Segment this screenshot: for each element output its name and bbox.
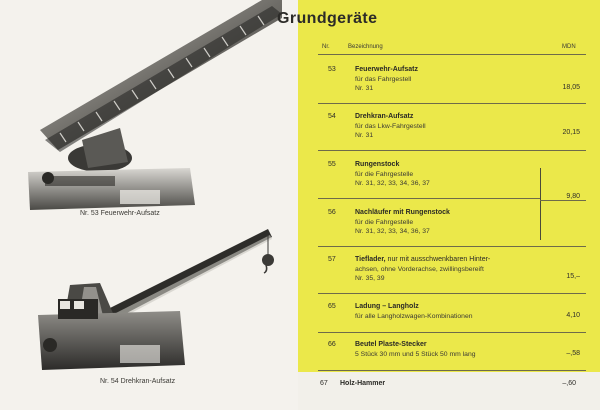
divider bbox=[318, 54, 586, 55]
item-line: Nr. 31, 32, 33, 34, 36, 37 bbox=[355, 180, 430, 187]
bottom-strip bbox=[298, 372, 600, 410]
item-nr: 54 bbox=[328, 113, 336, 120]
item-name: Ladung – Langholz bbox=[355, 303, 419, 310]
item-line: für alle Langholzwagen-Kombinationen bbox=[355, 313, 473, 320]
item-nr: 56 bbox=[328, 209, 336, 216]
crane-hook bbox=[262, 254, 274, 266]
item-nr: 65 bbox=[328, 303, 336, 310]
item-nr: 57 bbox=[328, 256, 336, 263]
header-mdn: MDN bbox=[562, 44, 576, 50]
item-price: 18,05 bbox=[562, 84, 580, 91]
photo-feuerwehr-aufsatz bbox=[0, 0, 298, 215]
item-line: achsen, ohne Vorderachse, zwillingsbereift bbox=[355, 266, 484, 273]
item-price: 20,15 bbox=[562, 129, 580, 136]
divider bbox=[318, 246, 586, 247]
item-line: für die Fahrgestelle bbox=[355, 171, 414, 178]
item-nr: 55 bbox=[328, 161, 336, 168]
base-block-1 bbox=[28, 168, 195, 210]
divider bbox=[318, 103, 586, 104]
yellow-panel bbox=[298, 0, 600, 410]
item-line: Nr. 31, 32, 33, 34, 36, 37 bbox=[355, 228, 430, 235]
page-title: Grundgeräte bbox=[277, 10, 378, 27]
item-price: 4,10 bbox=[566, 312, 580, 319]
price-bracket bbox=[540, 168, 541, 240]
divider bbox=[318, 198, 540, 199]
caption-photo-2: Nr. 54 Drehkran-Aufsatz bbox=[100, 378, 176, 385]
item-nr: 66 bbox=[328, 341, 336, 348]
photo-drehkran-aufsatz bbox=[0, 215, 298, 380]
header-bezeichnung: Bezeichnung bbox=[348, 44, 383, 50]
base-block-2 bbox=[38, 311, 185, 370]
item-line: Nr. 31 bbox=[355, 85, 374, 92]
item-name: Rungenstock bbox=[355, 161, 400, 168]
item-line: 5 Stück 30 mm und 5 Stück 50 mm lang bbox=[355, 351, 476, 358]
item-line: Nr. 35, 39 bbox=[355, 275, 385, 282]
item-57-title bbox=[355, 256, 490, 263]
caption-photo-1: Nr. 53 Feuerwehr-Aufsatz bbox=[80, 210, 160, 217]
divider bbox=[540, 200, 586, 201]
item-price-shared: 9,80 bbox=[566, 193, 580, 200]
item-name: Holz-Hammer bbox=[340, 380, 386, 387]
item-line: für die Fahrgestelle bbox=[355, 219, 414, 226]
item-name: Nachläufer mit Rungenstock bbox=[355, 209, 450, 216]
item-nr: 67 bbox=[320, 380, 328, 387]
item-line: Nr. 31 bbox=[355, 132, 374, 139]
item-price: –,60 bbox=[562, 380, 576, 387]
item-name-rest: nur mit ausschwenkbaren Hinter- bbox=[385, 256, 491, 263]
item-line: für das Lkw-Fahrgestell bbox=[355, 123, 426, 130]
divider bbox=[318, 332, 586, 333]
item-line: für das Fahrgestell bbox=[355, 76, 412, 83]
divider bbox=[318, 370, 586, 371]
item-price: –,58 bbox=[566, 350, 580, 357]
header-nr: Nr. bbox=[322, 44, 330, 50]
item-name: Tieflader, bbox=[355, 256, 386, 263]
item-name: Drehkran-Aufsatz bbox=[355, 113, 414, 120]
divider bbox=[318, 150, 586, 151]
item-name: Beutel Plaste-Stecker bbox=[355, 341, 427, 348]
item-price: 15,– bbox=[566, 273, 580, 280]
divider bbox=[318, 293, 586, 294]
item-nr: 53 bbox=[328, 66, 336, 73]
item-name: Feuerwehr-Aufsatz bbox=[355, 66, 419, 73]
